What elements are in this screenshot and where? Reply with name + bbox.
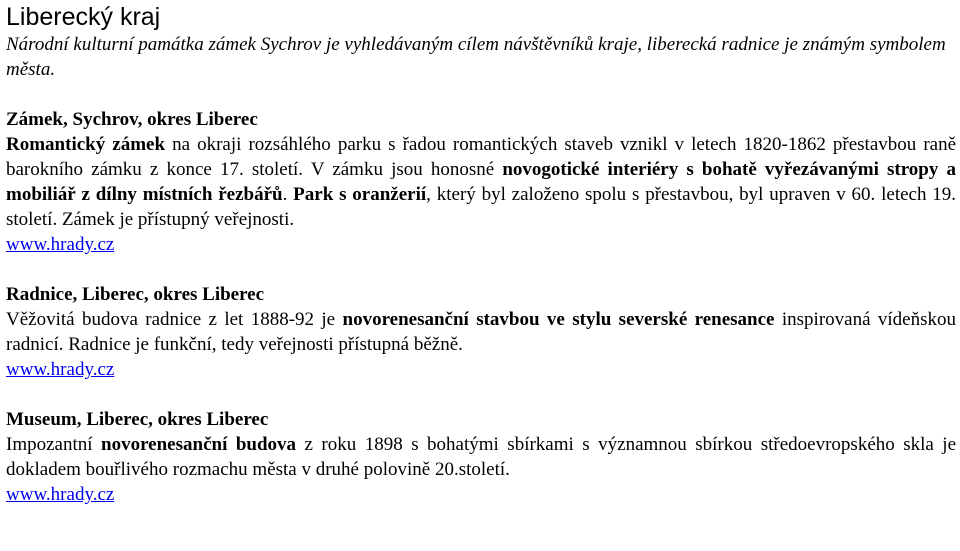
- hrady-link[interactable]: www.hrady.cz: [6, 234, 115, 255]
- section-paragraph: [6, 132, 956, 232]
- text-run: Věžovitá budova radnice z let 1888-92 je: [6, 309, 343, 330]
- section-title: Zámek, Sychrov, okres Liberec: [6, 109, 258, 130]
- text-bold: novorenesanční stavbou ve stylu severské renesance: [342, 309, 775, 330]
- document-page: [6, 0, 956, 507]
- text-run: inspirovaná vídeňskou radnicí. Radnice je funkční, tedy veřejnosti přístupná běžně.: [6, 309, 956, 355]
- text-run: Impozantní: [6, 434, 102, 455]
- page-title: Liberecký kraj: [6, 3, 161, 31]
- spacer: [6, 382, 956, 407]
- spacer: [6, 82, 956, 107]
- section-museum-liberec: [6, 407, 956, 507]
- section-paragraph: [6, 432, 956, 482]
- hrady-link[interactable]: www.hrady.cz: [6, 359, 115, 380]
- intro-text: Národní kulturní památka zámek Sychrov je vyhledávaným cílem návštěvníků kraje, liberecká radnice je známým symbolem města.: [6, 34, 946, 80]
- hrady-link[interactable]: www.hrady.cz: [6, 484, 115, 505]
- text-bold: novogotické interiéry s bohatě vyřezávanými stropy a mobiliář z dílny místních řezbářů: [6, 159, 956, 205]
- text-run: z roku 1898 s bohatými sbírkami s významnou sbírkou středoevropského skla je dokladem bouřlivého rozmachu města v druhé polovině 20.století.: [6, 434, 957, 480]
- text-bold: Park s oranžerií: [293, 184, 427, 205]
- text-bold: novorenesanční budova: [101, 434, 297, 455]
- spacer: [6, 257, 956, 282]
- text-run: na okraji rozsáhlého parku s řadou romantických staveb vznikl v letech 1820-1862 přestavbou raně barokního zámku z konce 17. století. V zámku jsou honosné: [6, 134, 957, 180]
- section-radnice-liberec: [6, 282, 956, 382]
- text-run: , který byl založeno spolu s přestavbou, byl upraven v 60. letech 19. století. Zámek je přístupný veřejnosti.: [6, 184, 957, 230]
- text-bold: Romantický zámek: [6, 134, 166, 155]
- section-zamek-sychrov: [6, 107, 956, 257]
- section-paragraph: [6, 307, 956, 357]
- section-title: Radnice, Liberec, okres Liberec: [6, 284, 265, 305]
- section-title: Museum, Liberec, okres Liberec: [6, 409, 269, 430]
- text-run: .: [282, 184, 294, 205]
